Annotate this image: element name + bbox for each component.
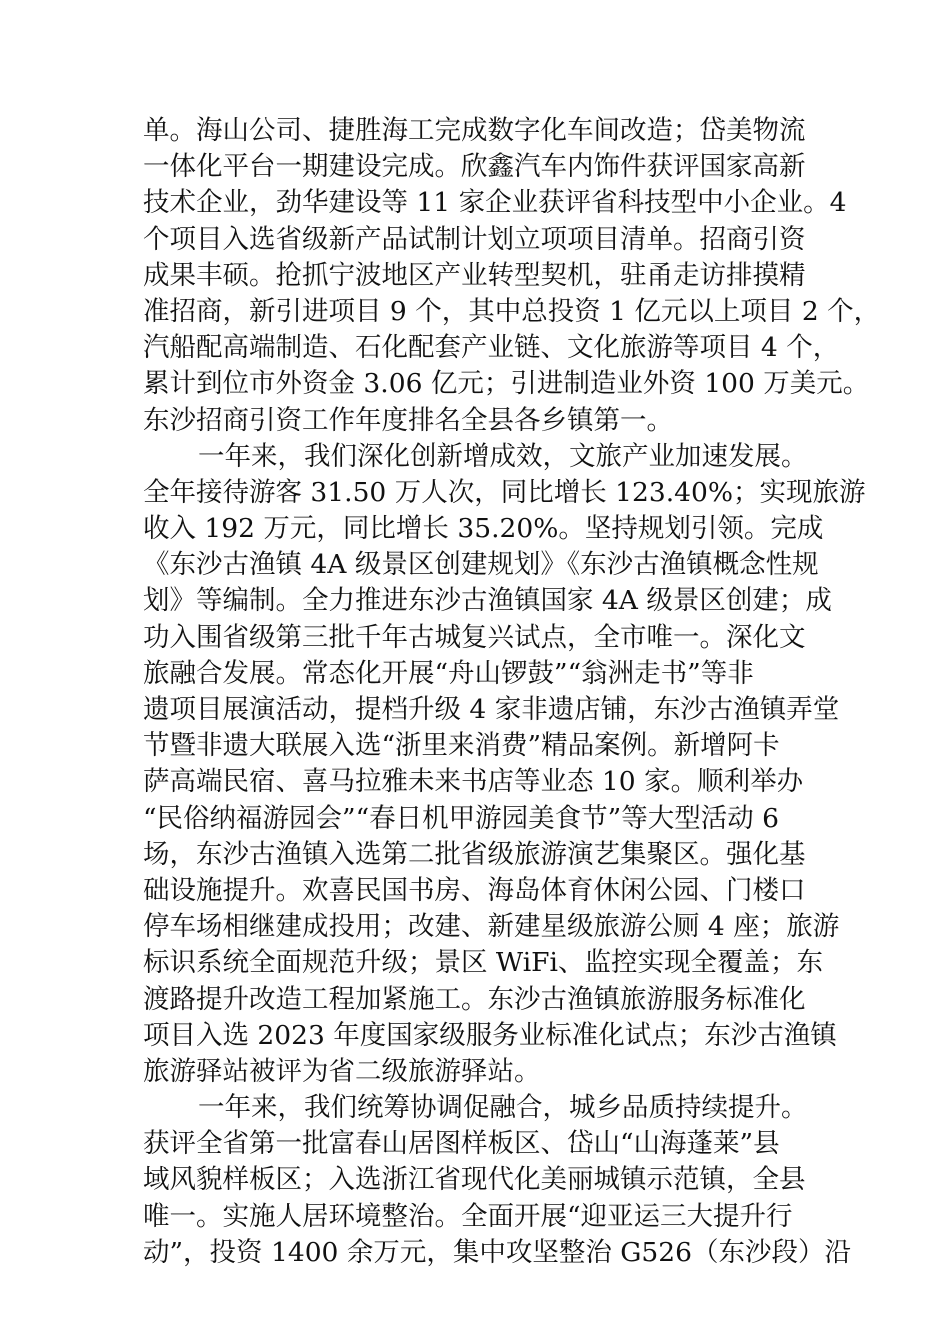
text-line: 动”，投资 1400 余万元，集中攻坚整治 G526（东沙段）沿: [143, 1236, 852, 1268]
text-line: “民俗纳福游园会”“春日机甲游园美食节”等大型活动 6: [143, 802, 779, 834]
text-line: 遗项目展演活动，提档升级 4 家非遗店铺，东沙古渔镇弄堂: [143, 694, 840, 725]
text-line: 一体化平台一期建设完成。欣鑫汽车内饰件获评国家高新: [143, 151, 806, 183]
text-line: 旅融合发展。常态化开展“舟山锣鼓”“翁洲走书”等非: [143, 657, 754, 689]
text-line: 唯一。实施人居环境整治。全面开展“迎亚运三大提升行: [143, 1200, 793, 1232]
text-line: 单。海山公司、捷胜海工完成数字化车间改造；岱美物流: [143, 115, 806, 146]
text-line: 累计到位市外资金 3.06 亿元；引进制造业外资 100 万美元。: [143, 368, 870, 400]
text-line: 节暨非遗大联展入选“浙里来消费”精品案例。新增阿卡: [143, 730, 780, 762]
text-line: 项目入选 2023 年度国家级服务业标准化试点；东沙古渔镇: [143, 1019, 837, 1051]
body-text: [143, 113, 881, 1271]
text-line: 划》等编制。全力推进东沙古渔镇国家 4A 级景区创建；成: [143, 585, 832, 617]
text-line: 停车场相继建成投用；改建、新建星级旅游公厕 4 座；旅游: [143, 911, 840, 943]
text-line: 渡路提升改造工程加紧施工。东沙古渔镇旅游服务标准化: [143, 983, 806, 1015]
text-line: 旅游驿站被评为省二级旅游驿站。: [143, 1055, 541, 1087]
text-line: 成果丰硕。抢抓宁波地区产业转型契机，驻甬走访排摸精: [143, 259, 806, 291]
text-line: 功入围省级第三批千年古城复兴试点，全市唯一。深化文: [143, 621, 806, 653]
text-line: 汽船配高端制造、石化配套产业链、文化旅游等项目 4 个，: [143, 332, 840, 364]
text-line: 获评全省第一批富春山居图样板区、岱山“山海蓬莱”县: [143, 1128, 780, 1160]
text-line: 域风貌样板区；入选浙江省现代化美丽城镇示范镇，全县: [143, 1164, 806, 1196]
text-line: 准招商，新引进项目 9 个，其中总投资 1 亿元以上项目 2 个，: [143, 295, 881, 327]
text-line: 收入 192 万元，同比增长 35.20%。坚持规划引领。完成: [143, 513, 824, 545]
text-line: 个项目入选省级新产品试制计划立项项目清单。招商引资: [143, 223, 806, 255]
text-line: 《东沙古渔镇 4A 级景区创建规划》《东沙古渔镇概念性规: [143, 549, 819, 581]
text-line: 东沙招商引资工作年度排名全县各乡镇第一。: [143, 404, 673, 436]
paragraph-first-line: 一年来，我们深化创新增成效，文旅产业加速发展。: [198, 440, 808, 472]
text-line: 场，东沙古渔镇入选第二批省级旅游演艺集聚区。强化基: [143, 838, 806, 870]
text-line: 技术企业，劲华建设等 11 家企业获评省科技型中小企业。4: [143, 187, 847, 219]
text-line: 全年接待游客 31.50 万人次，同比增长 123.40%；实现旅游: [143, 476, 866, 508]
text-line: 础设施提升。欢喜民国书房、海岛体育休闲公园、门楼口: [143, 874, 806, 906]
paragraph-first-line: 一年来，我们统筹协调促融合，城乡品质持续提升。: [198, 1092, 808, 1124]
text-line: 标识系统全面规范升级；景区 WiFi、监控实现全覆盖；东: [143, 947, 824, 979]
text-line: 萨高端民宿、喜马拉雅未来书店等业态 10 家。顺利举办: [143, 766, 804, 798]
